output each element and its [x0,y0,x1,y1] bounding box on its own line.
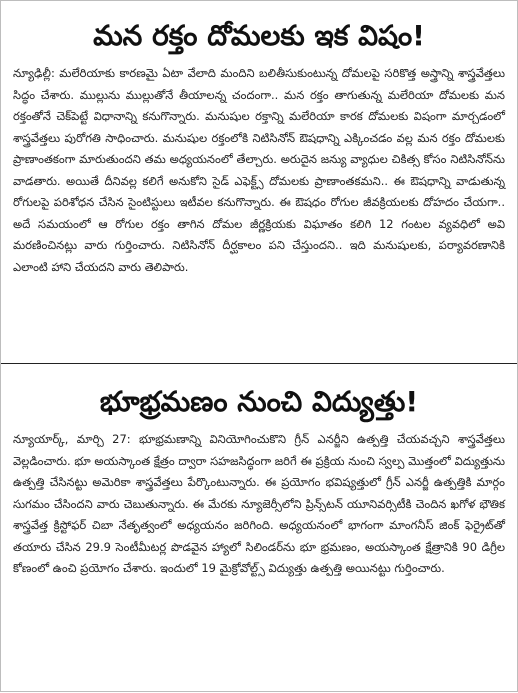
article-body: న్యూయార్క్, మార్చి 27: భూభ్రమణాన్ని వినియోగించుకొని గ్రీన్ ఎనర్జీని ఉత్పత్తి చేయవచ్చని శాస్త్రవేత్తలు వెల్లడించారు. భూ అయస్కాంత క్షేత్రం ద్వారా సహజసిద్ధంగా జరిగే ఈ ప్రక్రియ నుంచి స్వల్ప మొత్తంలో విద్యుత్తును ఉత్పత్తి చేసినట్టు అమెరికా శాస్త్రవేత్తలు పేర్కొంటున్నారు. ఈ ప్రయోగం భవిష్యత్తులో గ్రీన్ ఎనర్జీ ఉత్పత్తికి మార్గం సుగమం చేసిందని వారు చెబుతున్నారు. ఈ మేరకు న్యూజెర్సీలోని ప్రిన్స్‌టన్ యూనివర్సిటీకి చెందిన ఖగోళ భౌతిక శాస్త్రవేత్త క్రిస్టోఫర్ చిబా నేతృత్వంలో అధ్యయనం జరిగింది. అధ్యయనంలో భాగంగా మాంగనీస్ జింక్ ఫెర్రైట్‌తో తయారు చేసిన 29.9 సెంటీమీటర్ల పొడవైన హ్యాలో సిలిండర్‌ను భూ భ్రమణం, అయస్కాంత క్షేత్రానికి 90 డిగ్రీల కోణంలో ఉంచి ప్రయోగం చేశారు. ఇందులో 19 మైక్రోవోల్ట్స్ విద్యుత్తు ఉత్పత్తి అయినట్టు గుర్తించారు. [13,432,505,575]
article-body: న్యూఢిల్లీ: మలేరియాకు కారణమై ఏటా వేలాది మందిని బలితీసుకుంటున్న దోమలపై సరికొత్త అస్త్రాన్ని శాస్త్రవేత్తలు సిద్ధం చేశారు. ముల్లును ముల్లుతోనే తీయాలన్న చందంగా.. మన రక్తం తాగుతున్న మలేరియా దోమలకు మన రక్తంతోనే చెక్‌పెట్టే విధానాన్ని కనుగొన్నారు. మనుషుల రక్తాన్ని మలేరియా కారక దోమలకు విషంగా మార్చడంలో శాస్త్రవేత్తలు పురోగతి సాధించారు. మనుషుల రక్తంలోకి నిటిసినోన్ ఔషధాన్ని ఎక్కించడం వల్ల మన రక్తం దోమలకు ప్రాణాంతకంగా మారుతుందని తమ అధ్యయనంలో తేల్చారు. అరుదైన జన్యు వ్యాధుల చికిత్స కోసం నిటిసినోన్‌ను వాడతారు. అయితే దీనివల్ల కలిగే అనుకోని సైడ్ ఎఫెక్ట్స్ దోమలకు ప్రాణాంతకమని.. ఈ ఔషధాన్ని వాడుతున్న రోగులపై పరిశోధన చేసిన సైంటిస్టులు ఇటీవల కనుగొన్నారు. ఈ ఔషధం రోగుల జీవక్రియలకు దోహదం చేయగా.. అదే సమయంలో ఆ రోగుల రక్తం తాగిన దోమల జీర్ణక్రియకు విఘాతం కలిగి 12 గంటల వ్యవధిలో అవి మరణించినట్లు వారు గుర్తించారు. నిటిసినోన్ దీర్ఘకాలం పని చేస్తుందని.. ఇది మనుషులకు, పర్యావరణానికి ఎలాంటి హాని చేయదని వారు తెలిపారు. [13,66,505,274]
article-earth-rotation [1,365,517,693]
article-headline: భూభ్రమణం నుంచి విద్యుత్తు! [99,385,419,418]
article-malaria [1,1,517,363]
article-divider [1,363,517,364]
article-headline: మన రక్తం దోమలకు ఇక విషం! [93,19,425,52]
